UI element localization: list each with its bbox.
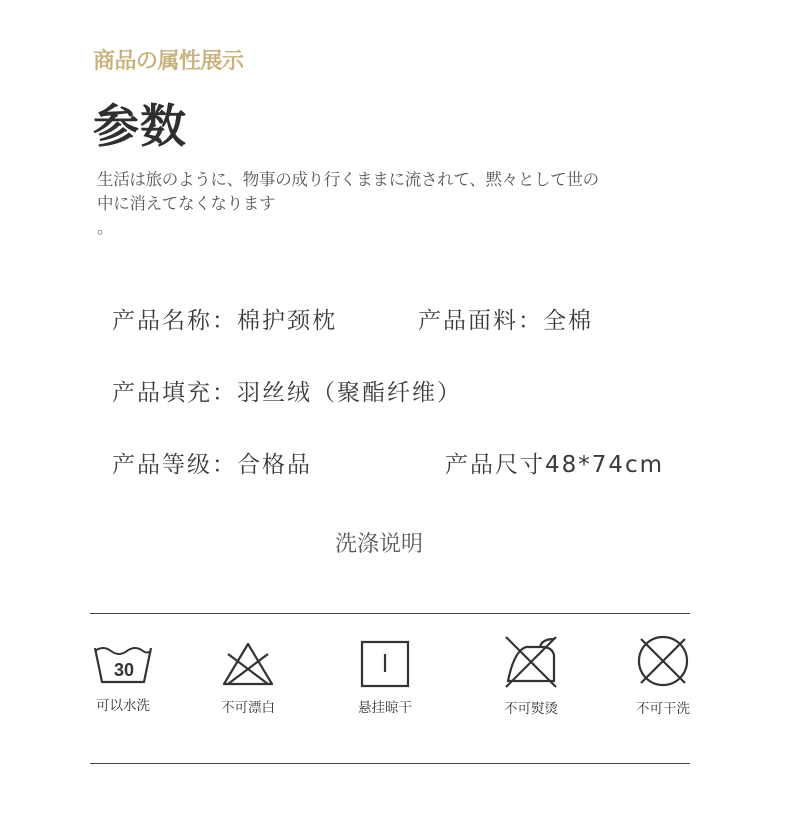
wash-temp-label: 30 <box>113 660 135 680</box>
top-divider <box>90 613 690 614</box>
hang-dry-icon <box>360 640 410 688</box>
care-item-wash <box>88 640 158 714</box>
description-line: 。 <box>97 218 114 237</box>
care-item-iron <box>496 633 566 717</box>
care-label: 不可干洗 <box>636 701 690 717</box>
no-iron-icon <box>502 633 560 689</box>
care-label: 可以水洗 <box>96 698 150 714</box>
param-product-name: 产品名称：棉护颈枕 <box>112 308 337 334</box>
care-item-dry-clean <box>628 633 698 717</box>
wash-30-icon <box>90 640 156 686</box>
no-dry-clean-icon <box>635 633 691 689</box>
param-size: 产品尺寸48*74cm <box>445 452 665 478</box>
description <box>97 168 637 240</box>
care-item-hang-dry <box>350 640 420 716</box>
description-line: 生活は旅のように、物事の成り行くままに流されて、黙々として世の <box>97 170 599 189</box>
no-bleach-icon <box>220 640 276 688</box>
bottom-divider <box>90 763 690 764</box>
page-title: 参数 <box>93 99 187 153</box>
care-label: 不可熨烫 <box>504 701 558 717</box>
description-line: 中に消えてなくなります <box>97 194 276 213</box>
washing-heading: 洗涤说明 <box>335 532 424 557</box>
care-label: 悬挂晾干 <box>358 700 412 716</box>
section-subtitle: 商品の属性展示 <box>93 49 244 74</box>
param-fabric: 产品面料：全棉 <box>418 308 593 334</box>
care-label: 不可漂白 <box>221 700 275 716</box>
care-item-bleach <box>213 640 283 716</box>
param-grade: 产品等级：合格品 <box>112 452 312 478</box>
param-filling: 产品填充：羽丝绒（聚酯纤维） <box>112 380 462 406</box>
